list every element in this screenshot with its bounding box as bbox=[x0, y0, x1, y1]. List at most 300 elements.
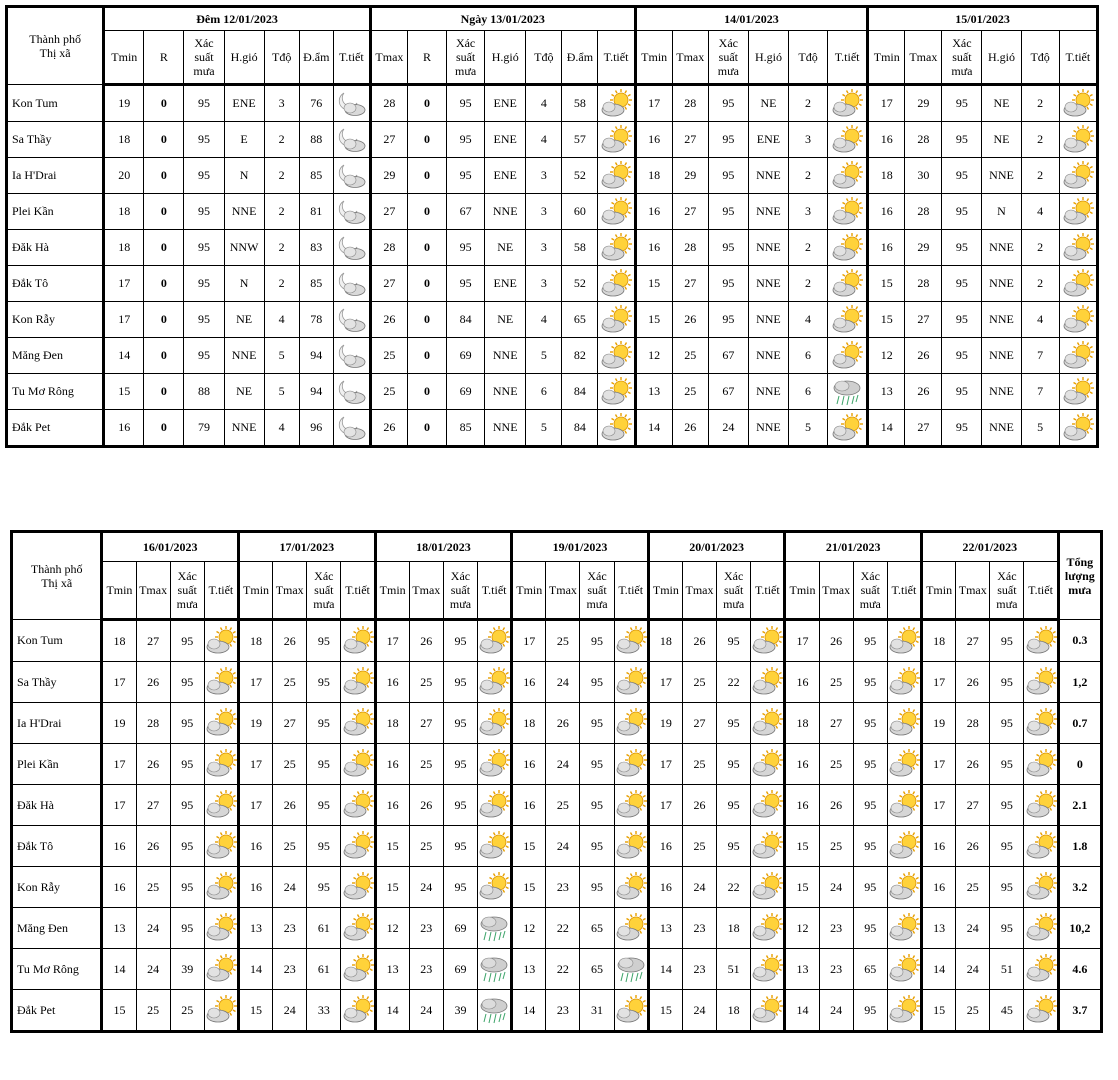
value-cell: 19 bbox=[922, 703, 956, 744]
value-cell: 2 bbox=[788, 266, 827, 302]
value-cell: 17 bbox=[648, 744, 682, 785]
weather-cell bbox=[887, 620, 921, 662]
column-header: Tmin bbox=[648, 562, 682, 620]
column-header: Tmax bbox=[409, 562, 443, 620]
value-cell: 17 bbox=[512, 620, 546, 662]
weather-cell bbox=[1059, 302, 1097, 338]
value-cell: 85 bbox=[447, 410, 485, 447]
value-cell: 39 bbox=[443, 990, 477, 1032]
value-cell: 14 bbox=[648, 949, 682, 990]
value-cell: NNE bbox=[982, 410, 1021, 447]
date-header: 15/01/2023 bbox=[868, 7, 1098, 31]
sun-cloud-icon bbox=[751, 831, 783, 861]
sun-cloud-icon bbox=[751, 708, 783, 738]
value-cell: 22 bbox=[546, 949, 580, 990]
value-cell: 0 bbox=[144, 338, 184, 374]
value-cell: N bbox=[224, 266, 264, 302]
value-cell: 27 bbox=[905, 410, 942, 447]
value-cell: 78 bbox=[299, 302, 333, 338]
value-cell: 3 bbox=[526, 158, 562, 194]
value-cell: 95 bbox=[853, 785, 887, 826]
value-cell: 26 bbox=[956, 826, 990, 867]
value-cell: 18 bbox=[648, 620, 682, 662]
value-cell: 67 bbox=[708, 374, 748, 410]
sun-cloud-icon bbox=[205, 954, 237, 984]
weather-cell bbox=[751, 662, 785, 703]
weather-cell bbox=[828, 410, 868, 447]
sun-cloud-icon bbox=[615, 708, 647, 738]
value-cell: 16 bbox=[648, 826, 682, 867]
value-cell: NNE bbox=[485, 374, 526, 410]
value-cell: 23 bbox=[409, 949, 443, 990]
value-cell: 95 bbox=[708, 194, 748, 230]
value-cell: 52 bbox=[562, 158, 598, 194]
value-cell: 17 bbox=[102, 662, 136, 703]
column-header: Tmin bbox=[512, 562, 546, 620]
value-cell: 95 bbox=[990, 867, 1024, 908]
value-cell: 27 bbox=[409, 703, 443, 744]
sun-cloud-icon bbox=[1062, 341, 1094, 371]
weather-cell bbox=[614, 949, 648, 990]
value-cell: 95 bbox=[990, 703, 1024, 744]
value-cell: 18 bbox=[717, 908, 751, 949]
column-header: Xác suất mưa bbox=[307, 562, 341, 620]
value-cell: 25 bbox=[409, 744, 443, 785]
weather-cell bbox=[828, 338, 868, 374]
weather-cell bbox=[1059, 266, 1097, 302]
value-cell: 83 bbox=[299, 230, 333, 266]
value-cell: 14 bbox=[104, 338, 144, 374]
rain-cloud-icon bbox=[831, 377, 863, 407]
forecast-table-1 bbox=[5, 5, 1099, 448]
weather-cell bbox=[478, 785, 512, 826]
value-cell: 65 bbox=[562, 302, 598, 338]
weather-cell bbox=[598, 158, 635, 194]
table-row bbox=[7, 302, 1098, 338]
city-column-header: Thành phố Thị xã bbox=[12, 532, 102, 620]
value-cell: 16 bbox=[375, 785, 409, 826]
value-cell: 5 bbox=[264, 338, 299, 374]
value-cell: 16 bbox=[102, 826, 136, 867]
weather-cell bbox=[1024, 785, 1058, 826]
value-cell: 16 bbox=[102, 867, 136, 908]
value-cell: NNE bbox=[748, 230, 788, 266]
column-header: Tmin bbox=[104, 31, 144, 85]
value-cell: 25 bbox=[370, 374, 407, 410]
value-cell: 28 bbox=[956, 703, 990, 744]
column-header: Tmin bbox=[102, 562, 136, 620]
value-cell: 61 bbox=[307, 949, 341, 990]
value-cell: 88 bbox=[184, 374, 224, 410]
sun-cloud-icon bbox=[342, 831, 374, 861]
weather-cell bbox=[478, 826, 512, 867]
column-header: Tmin bbox=[375, 562, 409, 620]
city-name: Măng Đen bbox=[7, 338, 104, 374]
value-cell: 16 bbox=[512, 744, 546, 785]
value-cell: 95 bbox=[853, 744, 887, 785]
sun-cloud-icon bbox=[205, 913, 237, 943]
moon-cloud-icon bbox=[335, 161, 367, 191]
moon-cloud-icon bbox=[335, 341, 367, 371]
column-header: T.tiết bbox=[478, 562, 512, 620]
value-cell: 17 bbox=[104, 266, 144, 302]
value-cell: 18 bbox=[104, 122, 144, 158]
value-cell: 17 bbox=[102, 785, 136, 826]
column-header: Đ.ẩm bbox=[562, 31, 598, 85]
weather-cell bbox=[341, 949, 375, 990]
value-cell: 0 bbox=[407, 122, 446, 158]
value-cell: 25 bbox=[682, 662, 716, 703]
value-cell: 95 bbox=[443, 662, 477, 703]
value-cell: 95 bbox=[942, 338, 982, 374]
city-name: Sa Thầy bbox=[7, 122, 104, 158]
value-cell: 22 bbox=[717, 867, 751, 908]
weather-cell bbox=[614, 620, 648, 662]
value-cell: 95 bbox=[990, 744, 1024, 785]
value-cell: 58 bbox=[562, 85, 598, 122]
value-cell: 26 bbox=[819, 620, 853, 662]
total-rain-header: Tổng lượng mưa bbox=[1058, 532, 1101, 620]
value-cell: 24 bbox=[708, 410, 748, 447]
value-cell: 26 bbox=[370, 302, 407, 338]
weather-cell bbox=[1059, 374, 1097, 410]
column-header: Đ.ẩm bbox=[299, 31, 333, 85]
value-cell: 23 bbox=[819, 949, 853, 990]
value-cell: 25 bbox=[546, 620, 580, 662]
date-header: 16/01/2023 bbox=[102, 532, 239, 562]
value-cell: NNE bbox=[485, 410, 526, 447]
column-header: Tmax bbox=[136, 562, 170, 620]
sun-cloud-icon bbox=[205, 708, 237, 738]
sun-cloud-icon bbox=[751, 995, 783, 1025]
value-cell: 24 bbox=[546, 744, 580, 785]
sun-cloud-icon bbox=[205, 995, 237, 1025]
weather-cell bbox=[478, 949, 512, 990]
value-cell: ENE bbox=[485, 122, 526, 158]
value-cell: 16 bbox=[635, 194, 672, 230]
sun-cloud-icon bbox=[888, 831, 920, 861]
value-cell: 33 bbox=[307, 990, 341, 1032]
value-cell: 95 bbox=[717, 744, 751, 785]
weather-cell bbox=[204, 908, 238, 949]
weather-cell bbox=[751, 620, 785, 662]
value-cell: 95 bbox=[853, 703, 887, 744]
value-cell: 28 bbox=[905, 122, 942, 158]
weather-cell bbox=[828, 230, 868, 266]
value-cell: 24 bbox=[136, 949, 170, 990]
value-cell: 18 bbox=[512, 703, 546, 744]
value-cell: 0 bbox=[144, 85, 184, 122]
value-cell: 17 bbox=[238, 744, 272, 785]
total-rain-value: 0.7 bbox=[1058, 703, 1101, 744]
table-row bbox=[7, 266, 1098, 302]
value-cell: 69 bbox=[443, 908, 477, 949]
weather-cell bbox=[751, 785, 785, 826]
weather-cell bbox=[1024, 662, 1058, 703]
city-name: Plei Kần bbox=[12, 744, 102, 785]
date-header: 21/01/2023 bbox=[785, 532, 922, 562]
weather-cell bbox=[1024, 703, 1058, 744]
table-row bbox=[12, 990, 1102, 1032]
sun-cloud-icon bbox=[751, 749, 783, 779]
sun-cloud-icon bbox=[1025, 995, 1057, 1025]
column-header: T.tiết bbox=[828, 31, 868, 85]
value-cell: 25 bbox=[956, 867, 990, 908]
value-cell: 27 bbox=[370, 266, 407, 302]
sun-cloud-icon bbox=[478, 790, 510, 820]
value-cell: 24 bbox=[546, 826, 580, 867]
weather-cell bbox=[341, 662, 375, 703]
sun-cloud-icon bbox=[1062, 197, 1094, 227]
value-cell: 95 bbox=[184, 122, 224, 158]
header-date-row bbox=[12, 532, 1102, 562]
value-cell: 24 bbox=[546, 662, 580, 703]
weather-cell bbox=[828, 122, 868, 158]
weather-cell bbox=[341, 867, 375, 908]
city-name: Plei Kần bbox=[7, 194, 104, 230]
value-cell: 16 bbox=[238, 826, 272, 867]
value-cell: 25 bbox=[273, 744, 307, 785]
value-cell: 13 bbox=[102, 908, 136, 949]
weather-cell bbox=[887, 908, 921, 949]
value-cell: NNE bbox=[748, 266, 788, 302]
value-cell: 26 bbox=[546, 703, 580, 744]
column-header: Tmax bbox=[819, 562, 853, 620]
value-cell: 2 bbox=[264, 122, 299, 158]
weather-cell bbox=[598, 85, 635, 122]
column-header: Tmax bbox=[682, 562, 716, 620]
weather-cell bbox=[333, 266, 370, 302]
column-header: Tmax bbox=[956, 562, 990, 620]
value-cell: 5 bbox=[1021, 410, 1059, 447]
value-cell: 85 bbox=[299, 158, 333, 194]
value-cell: 65 bbox=[580, 908, 614, 949]
value-cell: 95 bbox=[942, 230, 982, 266]
weather-cell bbox=[204, 662, 238, 703]
value-cell: 26 bbox=[273, 620, 307, 662]
value-cell: NNW bbox=[224, 230, 264, 266]
value-cell: NNE bbox=[982, 302, 1021, 338]
sun-cloud-icon bbox=[831, 233, 863, 263]
value-cell: 0 bbox=[144, 122, 184, 158]
value-cell: 95 bbox=[184, 338, 224, 374]
total-rain-value: 3.2 bbox=[1058, 867, 1101, 908]
value-cell: 29 bbox=[905, 230, 942, 266]
value-cell: 23 bbox=[682, 949, 716, 990]
value-cell: 28 bbox=[672, 230, 708, 266]
value-cell: 15 bbox=[375, 867, 409, 908]
city-name: Đắk Pet bbox=[7, 410, 104, 447]
value-cell: 23 bbox=[273, 949, 307, 990]
sun-cloud-icon bbox=[600, 161, 632, 191]
sun-cloud-icon bbox=[1062, 305, 1094, 335]
value-cell: 4 bbox=[526, 85, 562, 122]
value-cell: 26 bbox=[956, 744, 990, 785]
value-cell: 95 bbox=[580, 785, 614, 826]
total-rain-value: 1.8 bbox=[1058, 826, 1101, 867]
value-cell: 25 bbox=[136, 867, 170, 908]
value-cell: 17 bbox=[238, 662, 272, 703]
weather-cell bbox=[1059, 85, 1097, 122]
value-cell: 27 bbox=[672, 194, 708, 230]
value-cell: 84 bbox=[447, 302, 485, 338]
value-cell: 95 bbox=[990, 826, 1024, 867]
weather-cell bbox=[478, 703, 512, 744]
weather-cell bbox=[828, 374, 868, 410]
value-cell: 3 bbox=[264, 85, 299, 122]
value-cell: 0 bbox=[407, 374, 446, 410]
city-name: Kon Rẫy bbox=[7, 302, 104, 338]
value-cell: 23 bbox=[546, 990, 580, 1032]
table-row bbox=[12, 703, 1102, 744]
value-cell: 17 bbox=[238, 785, 272, 826]
value-cell: 28 bbox=[672, 85, 708, 122]
table-row bbox=[7, 85, 1098, 122]
weather-cell bbox=[333, 338, 370, 374]
value-cell: 95 bbox=[708, 85, 748, 122]
column-header: T.tiết bbox=[333, 31, 370, 85]
sun-cloud-icon bbox=[615, 790, 647, 820]
weather-cell bbox=[887, 662, 921, 703]
weather-cell bbox=[341, 908, 375, 949]
value-cell: 25 bbox=[136, 990, 170, 1032]
weather-cell bbox=[887, 990, 921, 1032]
value-cell: 95 bbox=[853, 620, 887, 662]
value-cell: 22 bbox=[546, 908, 580, 949]
sun-cloud-icon bbox=[888, 913, 920, 943]
value-cell: 5 bbox=[788, 410, 827, 447]
weather-cell bbox=[333, 374, 370, 410]
value-cell: 28 bbox=[905, 194, 942, 230]
value-cell: 15 bbox=[868, 266, 905, 302]
sun-cloud-icon bbox=[1025, 954, 1057, 984]
value-cell: 18 bbox=[104, 194, 144, 230]
column-header: R bbox=[144, 31, 184, 85]
value-cell: 0 bbox=[407, 410, 446, 447]
value-cell: 13 bbox=[238, 908, 272, 949]
value-cell: 18 bbox=[375, 703, 409, 744]
value-cell: 95 bbox=[942, 122, 982, 158]
sun-cloud-icon bbox=[342, 954, 374, 984]
sun-cloud-icon bbox=[600, 269, 632, 299]
moon-cloud-icon bbox=[335, 269, 367, 299]
weather-cell bbox=[1059, 338, 1097, 374]
value-cell: 4 bbox=[264, 302, 299, 338]
value-cell: ENE bbox=[748, 122, 788, 158]
total-rain-value: 0 bbox=[1058, 744, 1101, 785]
total-rain-value: 10,2 bbox=[1058, 908, 1101, 949]
sun-cloud-icon bbox=[888, 954, 920, 984]
value-cell: 25 bbox=[819, 662, 853, 703]
weather-cell bbox=[614, 744, 648, 785]
sun-cloud-icon bbox=[615, 913, 647, 943]
value-cell: 25 bbox=[819, 744, 853, 785]
date-header: 20/01/2023 bbox=[648, 532, 785, 562]
value-cell: 0 bbox=[144, 266, 184, 302]
value-cell: 28 bbox=[136, 703, 170, 744]
weather-cell bbox=[598, 230, 635, 266]
value-cell: 95 bbox=[708, 302, 748, 338]
value-cell: 23 bbox=[819, 908, 853, 949]
column-header: Xác suất mưa bbox=[853, 562, 887, 620]
weather-cell bbox=[614, 826, 648, 867]
value-cell: N bbox=[224, 158, 264, 194]
value-cell: 29 bbox=[672, 158, 708, 194]
value-cell: 27 bbox=[819, 703, 853, 744]
value-cell: 57 bbox=[562, 122, 598, 158]
date-header: 22/01/2023 bbox=[922, 532, 1059, 562]
weather-cell bbox=[478, 620, 512, 662]
weather-cell bbox=[1024, 620, 1058, 662]
column-header: Xác suất mưa bbox=[170, 562, 204, 620]
sun-cloud-icon bbox=[1025, 872, 1057, 902]
table-row bbox=[12, 908, 1102, 949]
value-cell: 95 bbox=[447, 158, 485, 194]
value-cell: 15 bbox=[375, 826, 409, 867]
value-cell: NNE bbox=[485, 338, 526, 374]
weather-cell bbox=[204, 620, 238, 662]
weather-cell bbox=[204, 785, 238, 826]
sun-cloud-icon bbox=[615, 995, 647, 1025]
value-cell: 24 bbox=[273, 867, 307, 908]
weather-cell bbox=[751, 990, 785, 1032]
value-cell: 25 bbox=[273, 826, 307, 867]
value-cell: 95 bbox=[184, 158, 224, 194]
value-cell: 19 bbox=[648, 703, 682, 744]
value-cell: 2 bbox=[788, 230, 827, 266]
value-cell: 18 bbox=[785, 703, 819, 744]
value-cell: 12 bbox=[785, 908, 819, 949]
weather-cell bbox=[478, 990, 512, 1032]
value-cell: 95 bbox=[443, 703, 477, 744]
value-cell: 0 bbox=[144, 374, 184, 410]
column-header: Tđộ bbox=[788, 31, 827, 85]
value-cell: 27 bbox=[672, 266, 708, 302]
table-row bbox=[12, 744, 1102, 785]
value-cell: NNE bbox=[748, 410, 788, 447]
value-cell: 95 bbox=[717, 703, 751, 744]
value-cell: 95 bbox=[580, 620, 614, 662]
column-header: H.gió bbox=[224, 31, 264, 85]
sun-cloud-icon bbox=[751, 790, 783, 820]
moon-cloud-icon bbox=[335, 125, 367, 155]
weather-cell bbox=[1024, 990, 1058, 1032]
weather-cell bbox=[828, 266, 868, 302]
weather-cell bbox=[828, 85, 868, 122]
value-cell: 23 bbox=[409, 908, 443, 949]
weather-cell bbox=[341, 785, 375, 826]
value-cell: 95 bbox=[307, 867, 341, 908]
weather-cell bbox=[204, 990, 238, 1032]
weather-cell bbox=[333, 302, 370, 338]
weather-cell bbox=[614, 908, 648, 949]
value-cell: 88 bbox=[299, 122, 333, 158]
table-row bbox=[12, 826, 1102, 867]
value-cell: NE bbox=[485, 302, 526, 338]
value-cell: 95 bbox=[942, 85, 982, 122]
value-cell: 18 bbox=[922, 620, 956, 662]
value-cell: 24 bbox=[682, 867, 716, 908]
value-cell: 25 bbox=[546, 785, 580, 826]
date-header: Đêm 12/01/2023 bbox=[104, 7, 371, 31]
value-cell: 17 bbox=[922, 785, 956, 826]
value-cell: 15 bbox=[238, 990, 272, 1032]
value-cell: 16 bbox=[104, 410, 144, 447]
value-cell: 27 bbox=[370, 122, 407, 158]
value-cell: 3 bbox=[526, 230, 562, 266]
sun-cloud-icon bbox=[600, 233, 632, 263]
column-header: Tmin bbox=[785, 562, 819, 620]
